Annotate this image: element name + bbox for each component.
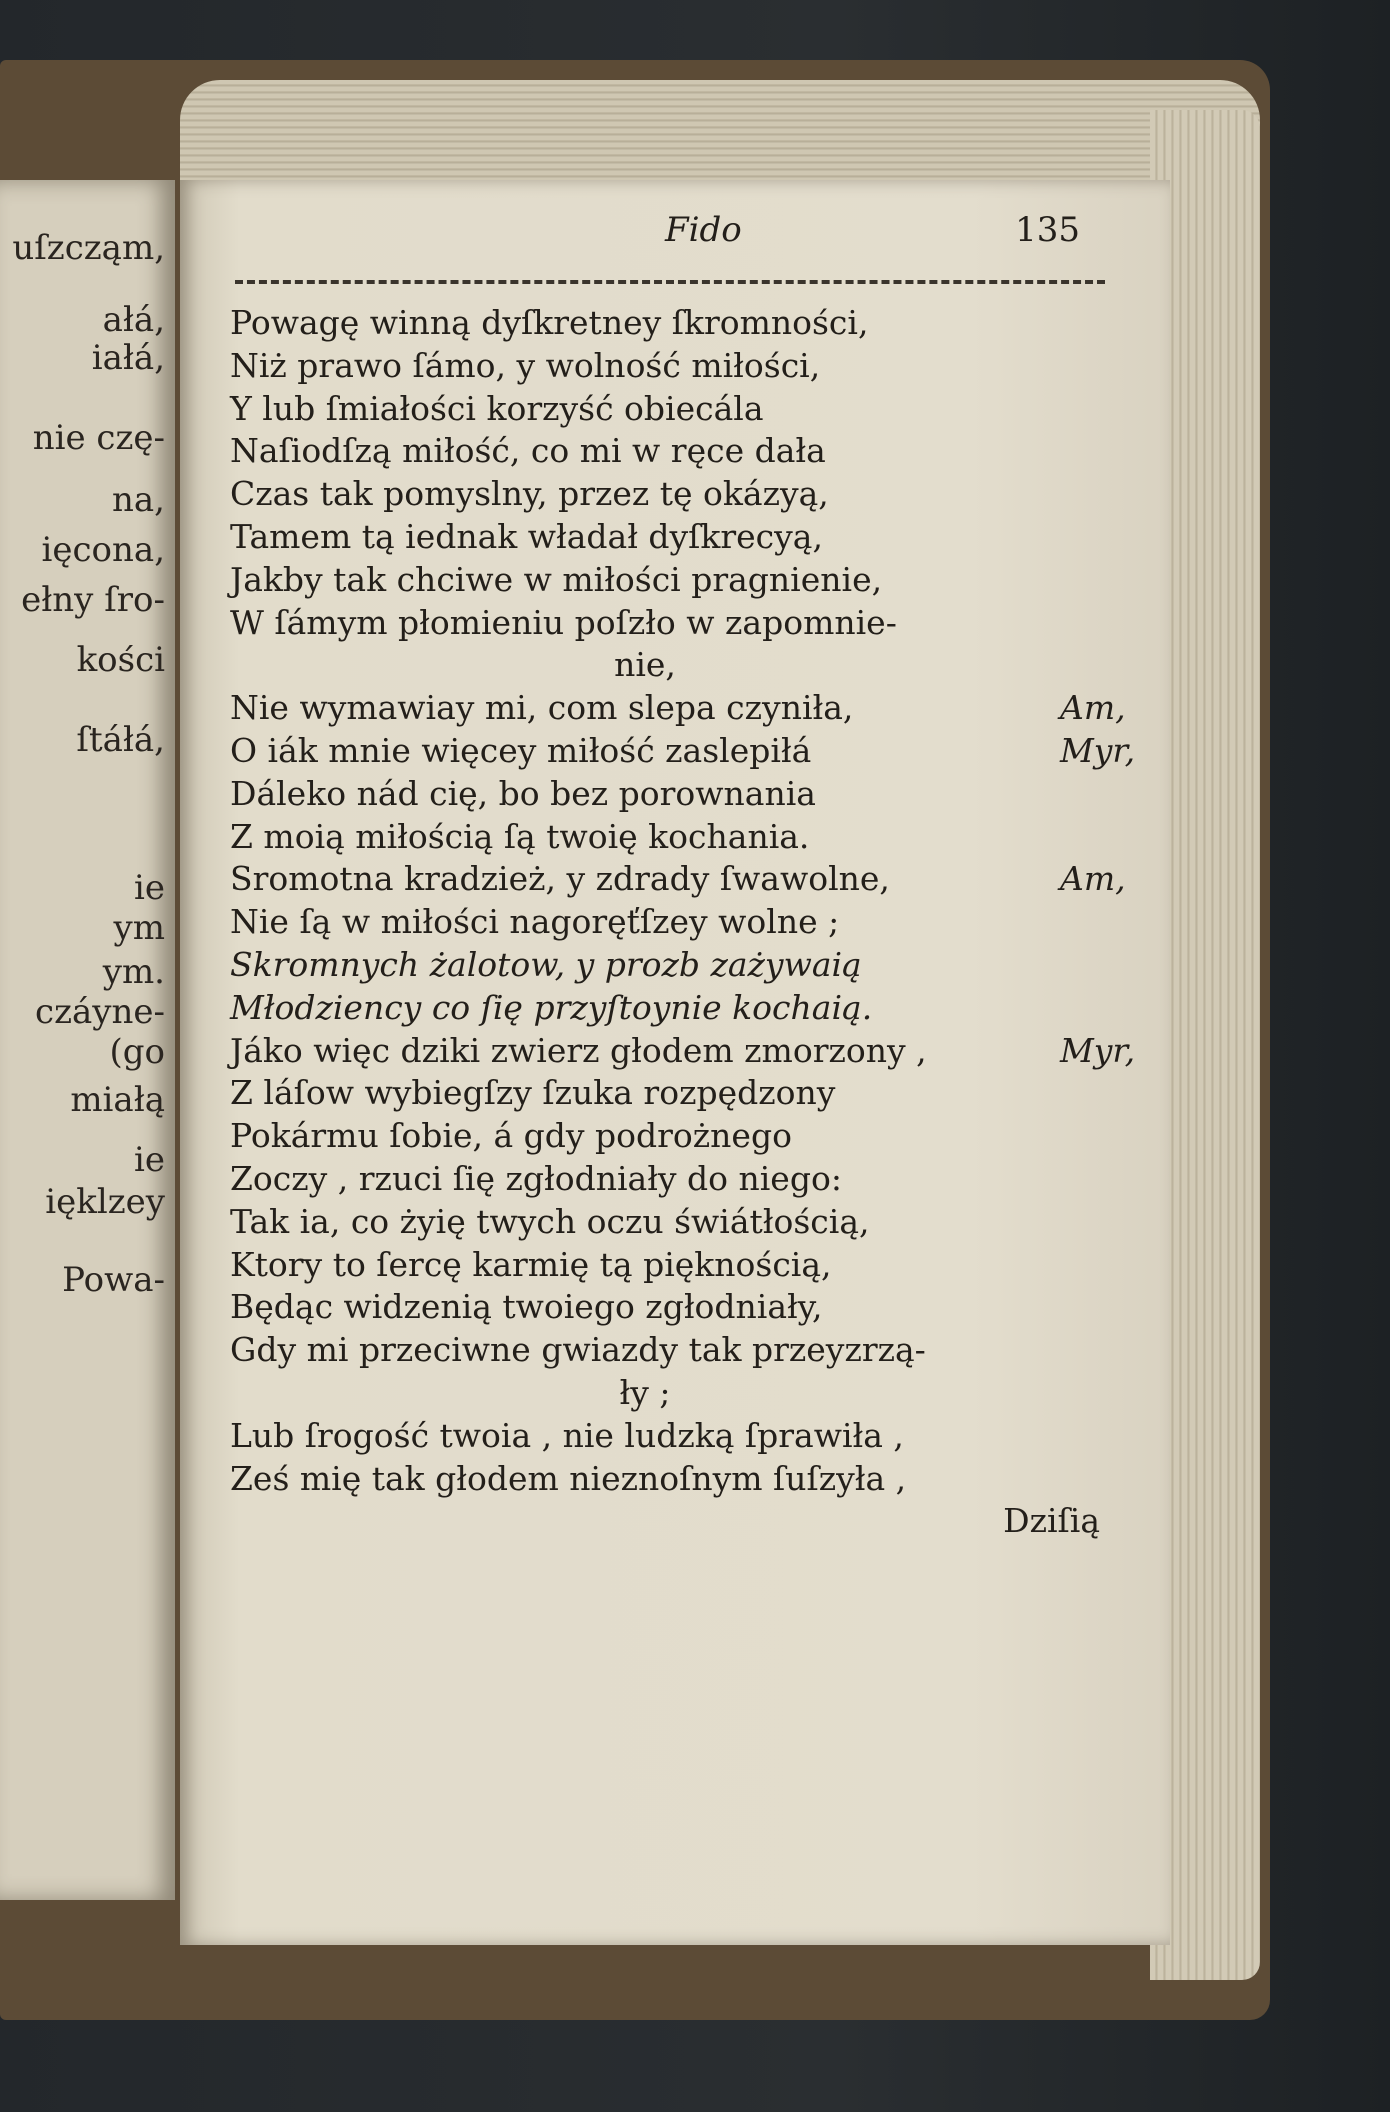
verse-text: Nie wymawiay mi, com slepa czyniła, [230, 688, 854, 728]
verse-line [230, 1458, 1130, 1501]
verse-line [230, 516, 1130, 559]
left-page-fragment: miałą [70, 1080, 165, 1120]
verse-line [230, 1158, 1130, 1201]
verse-text: Skromnych żalotow, y prozb zażywaią [230, 944, 862, 984]
left-page-fragment: ie [134, 1140, 165, 1180]
verse-text: Niż prawo ſámo, y wolność miłości, [230, 345, 821, 385]
verse-text: Jakby tak chciwe w miłości pragnienie, [230, 559, 883, 599]
verse-line [230, 816, 1130, 859]
verse-line [230, 987, 1130, 1030]
verse-line [230, 901, 1130, 944]
left-page-fragment: czáyne- [35, 992, 165, 1032]
verse-line [230, 559, 1130, 602]
speaker-label: Am, [1060, 859, 1126, 899]
page-header [240, 210, 1100, 270]
verse-line [230, 1072, 1130, 1115]
left-page-fragment: ałá, [102, 300, 165, 340]
left-page-fragment: ełny ſro- [21, 580, 165, 620]
left-page-fragment: nie czę- [32, 418, 165, 458]
verse-text: Nie ſą w miłości nagoręťſzey wolne ; [230, 902, 840, 942]
running-head: Fido [665, 210, 742, 250]
left-page-fragment: kości [76, 640, 165, 680]
verse-text: Ześ mię tak głodem nieznoſnym ſuſzyła , [230, 1458, 907, 1498]
verse-text: Z moią miłością ſą twoię kochania. [230, 816, 810, 856]
verse-line [230, 1500, 1130, 1543]
page-top-edges [180, 80, 1260, 190]
verse-line [230, 1030, 1136, 1073]
verse-text: Czas tak pomyslny, przez tę okázyą, [230, 474, 829, 514]
verse-line [230, 388, 1130, 431]
verse-line [230, 730, 1136, 773]
verse-line [230, 473, 1130, 516]
left-page-fragment: ſtáłá, [76, 720, 165, 760]
left-page-fragment: ie [134, 868, 165, 908]
right-page [180, 180, 1170, 1945]
verse-text: Zoczy , rzuci ſię zgłodniały do niego: [230, 1158, 842, 1198]
verse-text: Pokármu ſobie, á gdy podrożnego [230, 1116, 792, 1156]
verse-line [230, 430, 1130, 473]
verse-line [230, 1244, 1130, 1287]
verse-line [230, 1329, 1130, 1372]
verse-text: Tak ia, co żyię twych oczu świátłością, [230, 1201, 870, 1241]
verse-line [230, 1372, 1130, 1415]
verse-text: Będąc widzenią twoiego zgłodniały, [230, 1287, 823, 1327]
verse-line [230, 302, 1130, 345]
verse-text: W ſámym płomieniu poſzło w zapomnie- [230, 602, 897, 642]
verse-text: Młodziency co ſię przyſtoynie kochaią. [230, 987, 873, 1027]
verse-line [230, 687, 1130, 730]
verse-line [230, 944, 1130, 987]
left-page-fragment: ym [113, 908, 165, 948]
verse-list [230, 302, 1136, 1543]
left-page [0, 180, 175, 1900]
verse-text: Jáko więc dziki zwierz głodem zmorzony , [230, 1030, 927, 1070]
verse-line [230, 773, 1130, 816]
left-page-fragment: na, [112, 480, 165, 520]
left-page-fragment: ięklzey [45, 1182, 165, 1222]
verse-text: nie, [614, 645, 676, 685]
header-rule [235, 280, 1105, 284]
verse-line [230, 345, 1130, 388]
verse-text: Tamem tą iednak władał dyſkrecyą, [230, 516, 823, 556]
speaker-label: Myr, [1060, 1030, 1136, 1070]
verse-text: Dáleko nád cię, bo bez porownania [230, 773, 816, 813]
verse-text: Naſiodſzą miłość, co mi w ręce dała [230, 431, 826, 471]
verse-text: Ktory to ſercę karmię tą pięknością, [230, 1244, 832, 1284]
verse-line [230, 1115, 1130, 1158]
left-page-fragment: ięcona, [41, 530, 165, 570]
verse-line [230, 858, 1130, 901]
left-page-fragment: uſzcząm, [12, 228, 165, 268]
verse-text: Z láſow wybiegſzy ſzuka rozpędzony [230, 1073, 836, 1113]
verse-line [230, 644, 1130, 687]
verse-text: O iák mnie więcey miłość zaslepiłá [230, 730, 812, 770]
left-page-fragment: iałá, [91, 338, 165, 378]
verse-text: Y lub ſmiałości korzyść obiecála [230, 388, 764, 428]
verse-text: Powagę winną dyſkretney ſkromności, [230, 303, 869, 342]
left-page-fragment: (go [109, 1032, 165, 1072]
verse-line [230, 1201, 1130, 1244]
verse-text: ły ; [619, 1372, 671, 1412]
left-page-fragment: ym. [102, 952, 165, 992]
verse-text: Gdy mi przeciwne gwiazdy tak przeyzrzą- [230, 1330, 926, 1370]
left-page-fragment: Powa- [62, 1260, 165, 1300]
verse-text: Lub ſrogość twoia , nie ludzką ſprawiła , [230, 1415, 904, 1455]
verse-line [230, 602, 1130, 645]
verse-line [230, 1286, 1130, 1329]
page-number: 135 [1015, 210, 1080, 250]
verse-text: Dziſią [1003, 1501, 1100, 1541]
speaker-label: Am, [1060, 688, 1126, 728]
verse-line [230, 1415, 1130, 1458]
verse-text: Sromotna kradzież, y zdrady ſwawolne, [230, 859, 890, 899]
speaker-label: Myr, [1060, 730, 1136, 770]
